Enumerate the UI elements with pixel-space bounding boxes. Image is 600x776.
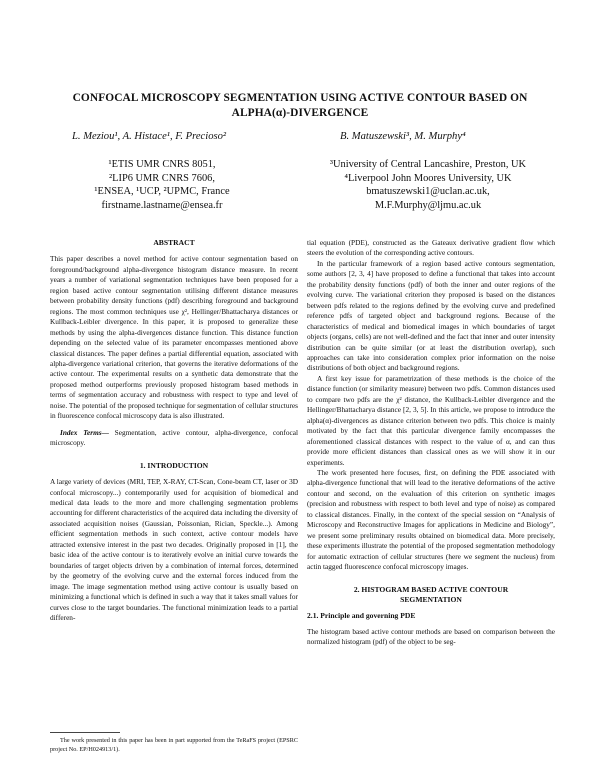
affiliation-right-line: ⁴Liverpool John Moores University, UK	[344, 172, 512, 184]
paper-title	[50, 91, 550, 121]
affiliation-left-line: ¹ETIS UMR CNRS 8051,	[108, 159, 216, 170]
section-2-heading-line: SEGMENTATION	[400, 594, 462, 604]
index-terms-label: Index Terms—	[60, 427, 109, 437]
affiliation-right-line: bmatuszewski1@uclan.ac.uk,	[366, 186, 490, 198]
subsection-heading: 2.1. Principle and governing PDE	[307, 611, 416, 621]
affiliation-left-line: ¹ENSEA, ¹UCP, ²UPMC, France	[94, 186, 230, 198]
title-line-1: CONFOCAL MICROSCOPY SEGMENTATION USING ACTIVE CONTOUR BASED ON	[72, 92, 528, 104]
right-paragraph-4: The work presented here focuses, first, on defining the PDE associated with alpha-divergence functional that will lead to the iterative deformations of the active contour and second, on the evaluation of this criterion on synthetic images (precision and robustness with respect to both level and type of noise) as compared to classical distances. Finally, in the context of the special session on “Analysis of Microscopy and Reconstructive Images for applications in Medicine and Biology”, we present some preliminary results obtained on biomedical data. More precisely, these experiments illustrate the potential of the proposed segmentation methodology for automatic extraction of cellular structures (here we segment the nucleus) from actin tagged fluorescence confocal microscopy images.	[307, 467, 555, 572]
authors-left: L. Meziou¹, A. Histace¹, F. Precioso²	[72, 131, 227, 142]
right-column	[307, 238, 555, 648]
right-paragraph-3: A first key issue for parametrization of these methods is the choice of the distance function (or similarity measure) between two pdfs. Common distances used to compare two pdfs are the χ² distance, the Kullback-Leibler divergence and the Hellinger/Bhattacharya distance [2, 3, 5]. In this article, we propose to introduce the alpha(α)-divergences as distance criterion between two pdfs. This choice is mainly motivated by the fact that this particular divergence family encompasses the aforementioned classical distances with respect to the value of α, and can thus provide more efficient distances than classical ones as we will show it in our experiments.	[307, 373, 555, 467]
footnote	[50, 737, 298, 754]
introduction-heading: 1. INTRODUCTION	[139, 460, 209, 470]
affiliation-left-line: ²LIP6 UMR CNRS 7606,	[109, 172, 215, 184]
affiliation-left	[62, 158, 262, 212]
affiliation-right-line: ³University of Central Lancashire, Preston, UK	[329, 159, 527, 170]
title-line-2: ALPHA(α)-DIVERGENCE	[231, 107, 369, 119]
abstract-heading: ABSTRACT	[153, 238, 195, 247]
affiliation-right-line: M.F.Murphy@ljmu.ac.uk	[374, 199, 482, 211]
abstract-text: This paper describes a novel method for active contour segmentation based on foreground/background alpha-divergence histogram distance measure. In recent years a number of variational segmentation techniques have been proposed for a region based active contour segmentation utilising different distance measures between probability density functions (pdf) describing foreground and background regions. The most common techniques use χ², Hellinger/Bhattacharya distances or Kullback-Leibler divergence. In this paper, it is proposed to generalize these methods by using the alpha-divergences distance function. This distance function depending on the selected value of its parameter encompasses mentioned above classical distances. The paper defines a partial differential equation, associated with alpha-divergence variational criterion, that governs the iterative deformations of the active contour. The experimental results on a synthetic data demonstrate that the proposed method outperforms previously proposed histogram based methods in terms of segmentation accuracy and robustness with respect to type and level of noise. The potential of the proposed technique for segmentation of cellular structures in fluorescence confocal microscopy data is also illustrated.	[50, 254, 298, 421]
right-paragraph-5: The histogram based active contour methods are based on comparison between the normalized histogram (pdf) of the object to be seg-	[307, 626, 555, 647]
introduction-text: A large variety of devices (MRI, TEP, X-RAY, CT-Scan, Cone-beam CT, laser or 3D confocal microscopy...) contemporarily used for acquisition of biomedical and medical data leads to the more and more challenging segmentation problems accounting for different characteristics of the acquired data including the diversity of associated acquisition noises (Gaussian, Poissonian, Rician, Speckle...). Among efficient segmentation methods in such context, active contour models have attracted extensive interest in the past two decades. Originally proposed in [1], the basic idea of the active contour is to iteratively evolve an initial curve towards the boundaries of target objects driven by a combination of internal forces, determined by the geometry of the evolving curve and the external forces induced from the image. The image segmentation method using active contour is usually based on minimizing a functional which is defined in such a way that it takes small values for curves close to the target boundaries. The functional minimization leads to a partial differen-	[50, 477, 298, 622]
footnote-rule	[50, 732, 120, 733]
right-paragraph-1: tial equation (PDE), constructed as the Gateaux derivative gradient flow which steers the evolution of the corresponding active contours.	[307, 238, 555, 258]
affiliation-right	[300, 158, 556, 212]
index-terms-text: Segmentation, active contour, alpha-divergence, confocal microscopy.	[50, 427, 298, 448]
affiliation-left-line: firstname.lastname@ensea.fr	[101, 199, 223, 211]
right-paragraph-2: In the particular framework of a region based active contours segmentation, some authors [2, 3, 4] have proposed to define a functional that takes into account the probability density functions (pdf) of both the inner and outer regions of the evolving curve. The variational criterion they proposed is based on the distances between pdfs related to the regions defined by the evolving curve and predefined reference pdfs of targeted object and background regions. Because of the characteristics of medical and biomedical images in which boundaries of target objects (organs, cells) are not well-defined and the fact that inner and outer intensity distribution can be quite similar (or at least the distribution overlap), such approaches can take into consideration complex prior information on the noise distributions of both object and background regions.	[307, 258, 555, 373]
index-terms	[50, 428, 298, 449]
footnote-text: The work presented in this paper has been in part supported from the TeRaFS project (EPSRC project No. EP/H024913/1).	[50, 737, 298, 753]
authors-right: B. Matuszewski³, M. Murphy⁴	[340, 131, 466, 142]
left-column	[50, 238, 298, 623]
section-2-heading	[307, 585, 555, 606]
section-2-heading-line: 2. HISTOGRAM BASED ACTIVE CONTOUR	[353, 584, 509, 594]
